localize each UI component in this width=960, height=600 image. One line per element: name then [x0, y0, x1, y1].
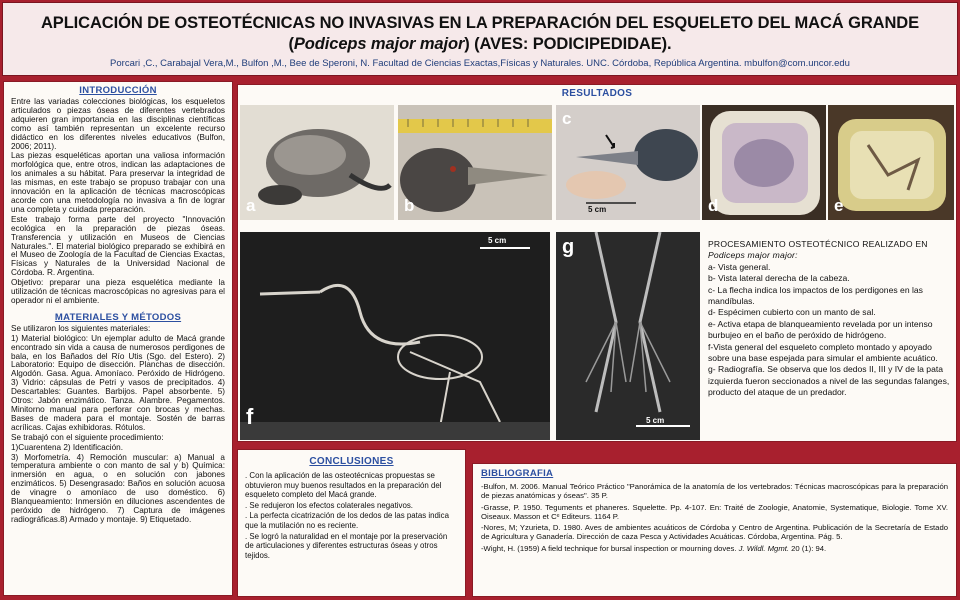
bib-entry-text: -Wight, H. (1959) A field technique for bursal inspection or mourning doves.: [481, 543, 739, 553]
results-panel: [237, 84, 957, 442]
photo-e-bleaching: [828, 105, 954, 220]
photo-d-salt-cover: [702, 105, 826, 220]
processing-item: e- Activa etapa de blanqueamiento revelada por un intenso burbujeo en el baño de peróxido de hidrógeno.: [708, 318, 933, 341]
results-heading: RESULTADOS: [561, 88, 633, 99]
methods-paragraph: 1) Material biológico: Un ejemplar adulto de Macá grande encontrado sin vida a causa de numerosos perdigones de bala, en los Bañados del Río Utis (Sgo. del Estero). 2) Laboratorio: Equipo de disección. Planchas de disección. Algodón. Gasa. Agua. Amoníaco. Peróxido de Hidrógeno. 3) Vidrio: cápsulas de Petri y vasos de precipitados. 4) Descartables: Guantes. Barbijos. Papel absorbente. 5) Otros: Jabón enzimático. Tanza. Alambre. Pegamentos. Minitorno manual para perforar con brocas y mechas. Bases de madera para el montaje. Sostén de barras acrílicas. Cajas exhibidoras. Rótulos.: [11, 333, 225, 432]
scale-label: 5 cm: [588, 205, 607, 214]
authors-line: Porcari ,C., Carabajal Vera,M., Bulfon ,M., Bee de Speroni, N. Facultad de Ciencias Exactas,Físicas y Naturales. UNC. Córdoba, República Argentina. mbulfon@com.uncor.edu: [110, 58, 850, 69]
photo-label: e: [834, 196, 844, 215]
conclusion-item: . Se redujeron los efectos colaterales negativos.: [245, 500, 413, 510]
bleach-tray-illustration: [828, 105, 954, 220]
photo-g-radiograph: [556, 232, 700, 440]
processing-item: a- Vista general.: [708, 261, 771, 272]
photo-label: g: [562, 236, 575, 258]
intro-methods-column: [3, 81, 233, 596]
intro-heading: INTRODUCCIÓN: [79, 85, 157, 96]
bibliography-panel: [472, 463, 957, 597]
processing-item: g- Radiografía. Se observa que los dedos II, III y IV de la pata izquierda fueron seccionados a nivel de las segundas falanges, producto del ataque de un predador.: [708, 364, 950, 398]
photo-label: a: [246, 196, 256, 215]
conclusion-item: . Se logró la naturalidad en el montaje por la preservación de articulaciones y diferentes estructuras óseas y otros tejidos.: [245, 531, 448, 560]
head-in-hand-illustration: [556, 105, 700, 220]
head-illustration: [398, 105, 552, 220]
methods-paragraph: 3) Morfometría. 4) Remoción muscular: a) Manual a temperatura ambiente o con manto de sal y b) Química: inmersión en agua, o en solución con jabones enzimáticos. 5) Desengrasado: Baños en solución acuosa de vinagre o amoníaco de uso doméstico. 6) Blanqueamiento: Inmersión en diluciones ascendentes de peróxido de hidrógeno. 7) Captura de imágenes radiográficas.8) Armado y montaje. 9) Etiquetado.: [11, 452, 225, 524]
title-species: Podiceps major major: [293, 35, 465, 53]
photo-a-dead-bird: [240, 105, 394, 220]
bibliography-entry: -Nores, M; Yzurieta, D. 1980. Aves de ambientes acuáticos de Córdoba y Centro de Argentina. Publicación de la Secretaría de Estado de Agricultura y Ganadería. Dirección de caza Pesca y Actividades Acuáticas. Córdoba, Argentina. Pág. 5.: [481, 523, 948, 542]
skeleton-illustration: [240, 232, 550, 440]
poster-header: [2, 2, 958, 76]
processing-description: [708, 239, 954, 399]
conclusions-body: [245, 471, 458, 560]
processing-item: f-Vista general del esqueleto completo montado y apoyado sobre una base espejada para simular el ambiente acuático.: [708, 341, 938, 364]
poster-title: [3, 13, 957, 55]
processing-species: Podiceps major major:: [708, 250, 798, 261]
bibliography-entry: -Grasse, P. 1950. Teguments et phaneres. Squelette. Pp. 4-107. En: Traité de Zoologie, Anatomie, Systematique, Biologie. Tome XV. Oiseaux. Masson et Cᵉ Editeurs. 1164 P.: [481, 502, 948, 521]
photo-label: d: [708, 196, 719, 215]
processing-item: c- La flecha indica los impactos de los perdigones en las mandíbulas.: [708, 284, 923, 307]
salt-tray-illustration: [702, 105, 826, 220]
photo-label: f: [246, 404, 254, 429]
scale-label: 5 cm: [488, 236, 507, 245]
photo-c-mandible-impacts: [556, 105, 700, 220]
bird-body-illustration: [240, 105, 394, 220]
radiograph-illustration: [556, 232, 700, 440]
processing-title: [708, 239, 954, 262]
methods-body: [11, 325, 225, 525]
bibliography-body: [481, 482, 948, 553]
methods-paragraph: Se utilizaron los siguientes materiales:: [11, 323, 151, 333]
conclusions-heading: CONCLUSIONES: [309, 456, 394, 467]
title-text-1: APLICACIÓN DE OSTEOTÉCNICAS NO INVASIVAS EN LA PREPARACIÓN DEL ESQUELETO DEL MACÁ GRANDE (: [40, 14, 919, 53]
intro-body: [11, 98, 225, 306]
processing-item: b- Vista lateral derecha de la cabeza.: [708, 273, 850, 284]
intro-paragraph: Las piezas esqueléticas aportan una valiosa información morfológica que, entre otros, indican las adaptaciones de los animales a su hábitat. Para preservar la integridad de las mismas, en este trabajo se propuso trabajar con una innovación en la aplicación de técnicas macroscópicas acorde con una metodología no invasiva a fin de lograr una completa y cuidada preparación.: [11, 151, 225, 214]
photo-b-head-lateral: [398, 105, 552, 220]
photo-label: b: [404, 196, 415, 215]
intro-paragraph: Entre las variadas colecciones biológicas, los esqueletos articulados o piezas óseas de diferentes vertebrados adquieren gran importancia en las disciplinas científicas como así también representan un excelente recurso didáctico en los diferentes niveles educativos (Bulfon, 2006; 2011).: [11, 97, 225, 151]
conclusion-item: . Con la aplicación de las osteotécnicas propuestas se obtuvieron muy buenos resultados en la preparación del esqueleto completo del Macá grande.: [245, 471, 442, 500]
methods-heading: MATERIALES Y MÉTODOS: [54, 311, 182, 323]
bibliography-entry: -Bulfon, M. 2006. Manual Teórico Práctico "Panorámica de la anatomía de los vertebrados: Técnicas macroscópicas para la preparación de piezas anatómicas y óseas". 35 P.: [481, 482, 948, 501]
scale-label: 5 cm: [646, 416, 665, 425]
conclusion-item: . La perfecta cicatrización de los dedos de las patas indica que la mutilación no es reciente.: [245, 511, 449, 530]
conclusions-panel: [237, 449, 466, 597]
bibliography-heading: BIBLIOGRAFIA: [481, 468, 554, 479]
intro-paragraph: Objetivo: preparar una pieza esquelética mediante la utilización de técnicas macroscópicas no agresivas para el operador ni el ambiente.: [11, 278, 225, 305]
intro-paragraph: Este trabajo forma parte del proyecto "Innovación ecológica en la preparación de piezas óseas. Transferencia y utilización en Museos de Ciencias Naturales.". El material biológico preparado se exhibirá en el Museo de Zoología de la Facultad de Ciencias Exactas, Físicas y Naturales de la Universidad Nacional de Córdoba. R. Argentina.: [11, 214, 225, 278]
processing-item: d- Espécimen cubierto con un manto de sal.: [708, 307, 876, 318]
bib-journal: J. Wildl. Mgmt.: [738, 543, 790, 553]
methods-paragraph: Se trabajó con el siguiente procedimiento:: [11, 432, 164, 442]
photo-label: c: [562, 109, 572, 128]
bibliography-entry: [481, 544, 948, 553]
bib-entry-tail: 20 (1): 94.: [789, 543, 827, 553]
methods-paragraph: 1)Cuarentena 2) Identificación.: [11, 442, 123, 452]
photo-f-mounted-skeleton: [240, 232, 550, 440]
title-text-2: ) (AVES: PODICIPEDIDAE).: [464, 35, 672, 53]
processing-title-text: PROCESAMIENTO OSTEOTÉCNICO REALIZADO EN: [708, 239, 928, 249]
